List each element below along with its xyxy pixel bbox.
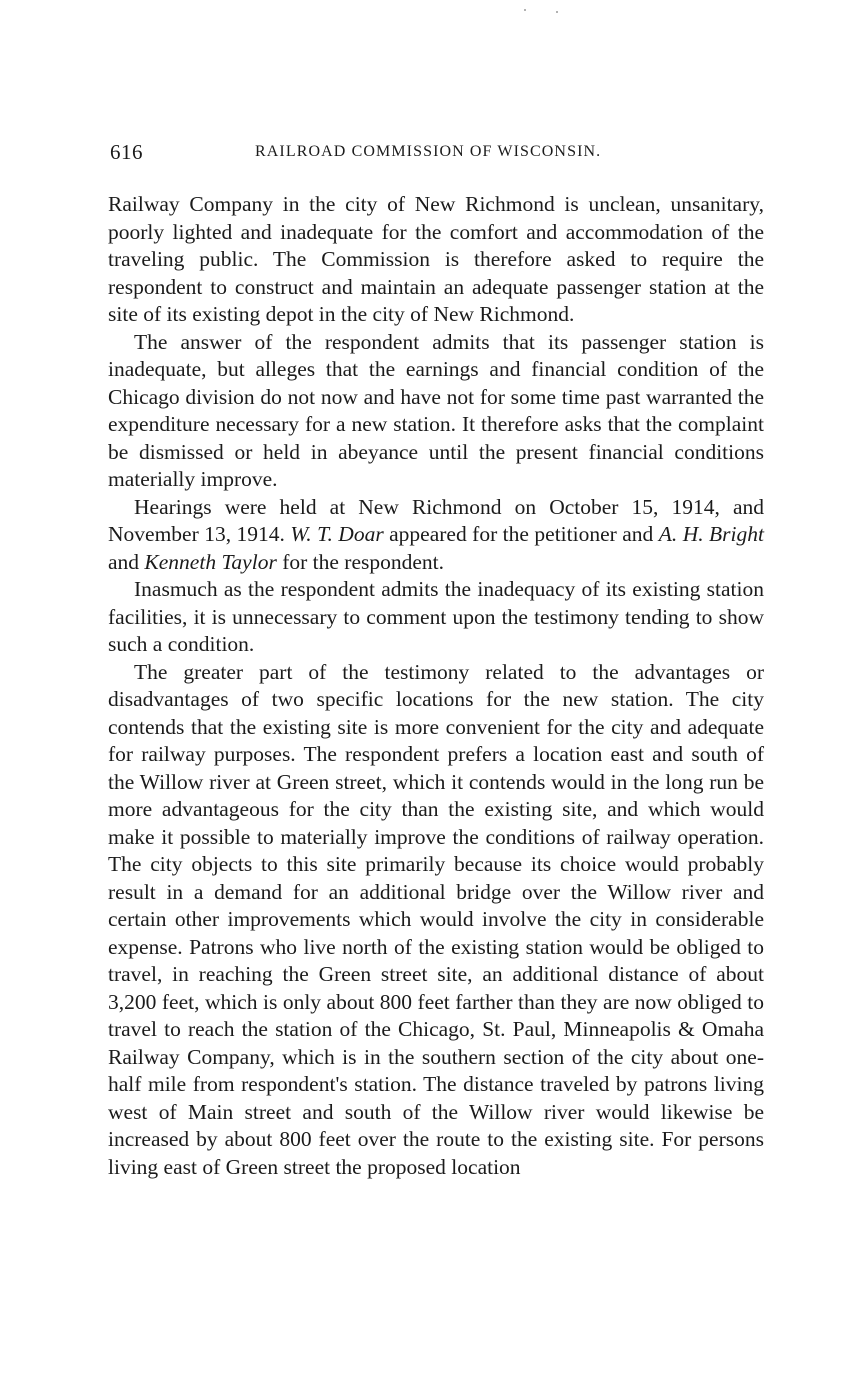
page-header: [110, 140, 762, 168]
scan-speck: [556, 11, 558, 13]
paragraph-3: [108, 494, 764, 577]
paragraph-3-text-a: Hearings were held at New Richmond on October 15, 1914, and November 13, 1914.: [108, 494, 764, 546]
body-text: [108, 191, 764, 1181]
attorney-name-doar: W. T. Doar: [290, 522, 384, 546]
page-number: 616: [110, 140, 143, 164]
attorney-name-taylor: Kenneth Taylor: [144, 549, 277, 574]
paragraph-4: Inasmuch as the respondent admits the inadequacy of its existing station facilities, it is unnecessary to comment upon the testimony tending to show such a condition.: [108, 577, 764, 656]
paragraph-3-text-c: and: [108, 549, 145, 574]
scan-speck: [524, 9, 526, 11]
attorney-name-bright: A. H. Bright: [658, 522, 764, 546]
paragraph-2: The answer of the respondent admits that its passenger station is inadequate, but alleges that the earnings and financial condition of the Chicago division do not now and have not for some time past warranted the expenditure necessary for a new station. It therefore asks that the complaint be dismissed or held in abeyance until the present financial conditions materially improve.: [108, 329, 764, 491]
paragraph-3-text-b: appeared for the petitioner and: [383, 522, 659, 546]
paragraph-1: Railway Company in the city of New Richmond is unclean, unsanitary, poorly lighted and inadequate for the comfort and accommodation of the traveling public. The Commission is therefore asked to require the respondent to construct and maintain an adequate passenger station at the site of its existing depot in the city of New Richmond.: [108, 192, 764, 326]
paragraph-3-text-d: for the respondent.: [276, 549, 444, 574]
paragraph-5: The greater part of the testimony related to the advantages or disadvantages of two specific locations for the new station. The city contends that the existing site is more convenient for the city and adequate for railway purposes. The respondent prefers a location east and south of the Willow river at Green street, which it contends would in the long run be more advantageous for the city than the existing site, and which would make it possible to materially improve the conditions of railway operation. The city objects to this site primarily because its choice would probably result in a demand for an additional bridge over the Willow river and certain other improvements which would involve the city in considerable expense. Patrons who live north of the existing station would be obliged to travel, in reaching the Green street site, an additional distance of about 3,200 feet, which is only about 800 feet farther than they are now obliged to travel to reach the station of the Chicago, St. Paul, Minneapolis & Omaha Railway Company, which is in the southern section of the city about one-half mile from respondent's station. The distance traveled by patrons living west of Main street and south of the Willow river would likewise be increased by about 800 feet over the route to the existing site. For persons living east of Green street the proposed location: [108, 659, 764, 1179]
running-head: RAILROAD COMMISSION OF WISCONSIN.: [255, 143, 602, 160]
